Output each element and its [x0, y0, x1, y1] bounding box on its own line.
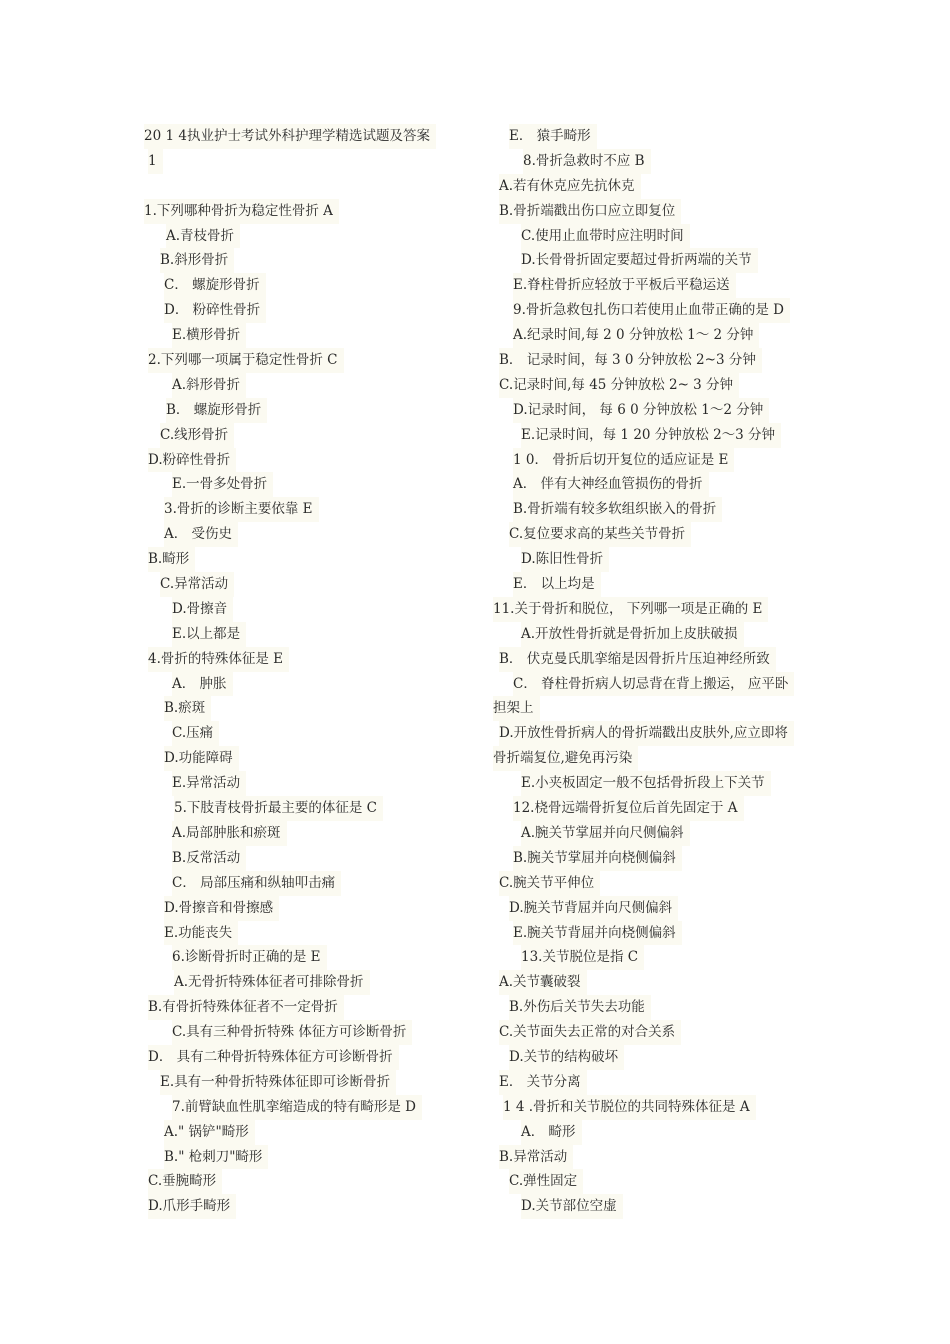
text-line: [493, 1120, 815, 1145]
text-line: [144, 970, 474, 995]
text-line: [493, 398, 815, 423]
text-line: [493, 1194, 815, 1219]
text-line: [493, 199, 815, 224]
line-text: 12.桡骨远端骨折复位后首先固定于 A: [513, 796, 744, 821]
text-line: [493, 124, 815, 149]
line-text: D.功能障碍: [164, 746, 239, 771]
line-text: C.具有三种骨折特殊 体征方可诊断骨折: [172, 1020, 412, 1045]
text-line: [493, 1020, 815, 1045]
text-line: [493, 821, 815, 846]
text-line: [144, 896, 474, 921]
line-text: D.记录时间， 每 6 0 分钟放松 1～2 分钟: [513, 398, 769, 423]
text-line: [493, 373, 815, 398]
text-line: [144, 472, 474, 497]
text-line: [493, 672, 815, 697]
text-line: [493, 298, 815, 323]
text-line: [493, 472, 815, 497]
line-text: 8.骨折急救时不应 B: [523, 149, 651, 174]
line-text: 2.下列哪一项属于稳定性骨折 C: [148, 348, 344, 373]
line-text: E.具有一种骨折特殊体征即可诊断骨折: [160, 1070, 396, 1095]
line-text: 7.前臂缺血性肌挛缩造成的特有畸形是 D: [172, 1095, 422, 1120]
line-text: A． 肿胀: [172, 672, 233, 697]
text-line: [144, 1045, 474, 1070]
line-text: D． 具有二种骨折特殊体征方可诊断骨折: [148, 1045, 399, 1070]
line-text: E． 以上均是: [513, 572, 601, 597]
line-text: 4.骨折的特殊体征是 E: [148, 647, 289, 672]
line-text: C.使用止血带时应注明时间: [521, 224, 690, 249]
text-line: [493, 273, 815, 298]
text-line: [144, 348, 474, 373]
line-text: A.若有休克应先抗休克: [499, 174, 641, 199]
text-line: [144, 945, 474, 970]
text-line: [493, 921, 815, 946]
text-line: [493, 970, 815, 995]
text-line: [493, 796, 815, 821]
line-text: D.长骨骨折固定要超过骨折两端的关节: [521, 248, 758, 273]
text-line: [144, 1145, 474, 1170]
text-line: [493, 597, 815, 622]
text-line: [493, 348, 815, 373]
line-text: D.腕关节背屈并向尺侧偏斜: [509, 896, 678, 921]
line-text: C.腕关节平伸位: [499, 871, 600, 896]
text-line: [144, 149, 474, 174]
line-text: 担架上: [493, 696, 540, 721]
text-line: [144, 672, 474, 697]
line-text: 13.关节脱位是指 C: [521, 945, 644, 970]
line-text: E.腕关节背屈并向桡侧偏斜: [513, 921, 682, 946]
text-line: [493, 1045, 815, 1070]
text-line: [493, 1169, 815, 1194]
text-line: [493, 1145, 815, 1170]
line-text: C.异常活动: [160, 572, 234, 597]
line-text: B.骨折端戳出伤口应立即复位: [499, 199, 681, 224]
line-text: E.异常活动: [172, 771, 246, 796]
text-line: [144, 771, 474, 796]
text-line: [144, 1194, 474, 1219]
text-line: [493, 547, 815, 572]
text-line: [144, 248, 474, 273]
text-line: [493, 896, 815, 921]
text-line: [144, 547, 474, 572]
text-line: [493, 871, 815, 896]
text-line: [493, 1070, 815, 1095]
text-line: [144, 597, 474, 622]
line-text: B.反常活动: [172, 846, 246, 871]
text-line: [493, 572, 815, 597]
line-text: D.开放性骨折病人的骨折端戳出皮肤外,应立即将: [499, 721, 794, 746]
line-text: 1 0． 骨折后切开复位的适应证是 E: [513, 448, 734, 473]
line-text: A.关节囊破裂: [499, 970, 587, 995]
line-text: C.线形骨折: [160, 423, 234, 448]
text-line: [493, 647, 815, 672]
text-line: [493, 721, 815, 746]
line-text: B.外伤后关节失去功能: [509, 995, 651, 1020]
line-text: B.有骨折特殊体征者不一定骨折: [148, 995, 344, 1020]
line-text: A． 畸形: [521, 1120, 582, 1145]
text-line: [493, 746, 815, 771]
text-line: [144, 647, 474, 672]
text-line: [144, 1070, 474, 1095]
text-line: [144, 298, 474, 323]
text-line: [144, 323, 474, 348]
line-text: D.粉碎性骨折: [148, 448, 236, 473]
right-column: [493, 124, 815, 1219]
text-line: [144, 572, 474, 597]
text-line: [493, 771, 815, 796]
line-text: C.压痛: [172, 721, 219, 746]
line-text: 1.下列哪种骨折为稳定性骨折 A: [144, 199, 339, 224]
text-line: [144, 696, 474, 721]
line-text: C.关节面失去正常的对合关系: [499, 1020, 681, 1045]
text-line: [144, 199, 474, 224]
text-line: [144, 1120, 474, 1145]
text-line: [493, 149, 815, 174]
line-text: D.关节的结构破坏: [509, 1045, 624, 1070]
text-line: [144, 224, 474, 249]
line-text: E.脊柱骨折应轻放于平板后平稳运送: [513, 273, 736, 298]
line-text: B． 伏克曼氏肌挛缩是因骨折片压迫神经所致: [499, 647, 776, 672]
text-line: [144, 622, 474, 647]
line-text: E.以上都是: [172, 622, 246, 647]
line-text: E.记录时间，每 1 20 分钟放松 2～3 分钟: [521, 423, 781, 448]
line-text: A.纪录时间,每 2 0 分钟放松 1～ 2 分钟: [513, 323, 759, 348]
line-text: C.弹性固定: [509, 1169, 583, 1194]
line-text: A.青枝骨折: [166, 224, 240, 249]
text-line: [493, 846, 815, 871]
line-text: B.骨折端有较多软组织嵌入的骨折: [513, 497, 722, 522]
line-text: C.记录时间,每 45 分钟放松 2~ 3 分钟: [499, 373, 739, 398]
line-text: C.垂腕畸形: [148, 1169, 222, 1194]
line-text: 3.骨折的诊断主要依靠 E: [164, 497, 319, 522]
line-text: D.关节部位空虚: [521, 1194, 623, 1219]
line-text: B． 螺旋形骨折: [166, 398, 267, 423]
line-text: B.腕关节掌屈并向桡侧偏斜: [513, 846, 682, 871]
text-line: [493, 995, 815, 1020]
line-text: B． 记录时间，每 3 0 分钟放松 2~3 分钟: [499, 348, 762, 373]
line-text: 骨折端复位,避免再污染: [493, 746, 638, 771]
line-text: 6.诊断骨折时正确的是 E: [172, 945, 327, 970]
text-line: [144, 448, 474, 473]
line-text: B.瘀斑: [164, 696, 211, 721]
text-line: [144, 398, 474, 423]
line-text: D.陈旧性骨折: [521, 547, 609, 572]
line-text: E． 猿手畸形: [509, 124, 597, 149]
text-line: [144, 721, 474, 746]
line-text: A.斜形骨折: [172, 373, 246, 398]
line-text: C.复位要求高的某些关节骨折: [509, 522, 691, 547]
line-text: A.开放性骨折就是骨折加上皮肤破损: [521, 622, 744, 647]
text-line: [144, 373, 474, 398]
line-text: A." 锅铲"畸形: [164, 1120, 255, 1145]
text-line: [144, 124, 474, 149]
line-text: 9.骨折急救包扎伤口若使用止血带正确的是 D: [513, 298, 790, 323]
left-column: [144, 124, 474, 1219]
line-text: D.爪形手畸形: [148, 1194, 236, 1219]
text-line: [144, 1169, 474, 1194]
line-text: A． 受伤史: [164, 522, 238, 547]
text-line: [144, 921, 474, 946]
text-line: [493, 945, 815, 970]
text-line: [144, 1095, 474, 1120]
line-text: A． 伴有大神经血管损伤的骨折: [513, 472, 709, 497]
text-line: [144, 796, 474, 821]
text-line: [493, 448, 815, 473]
text-line: [144, 1020, 474, 1045]
line-text: 1: [148, 149, 163, 174]
line-text: C． 局部压痛和纵轴叩击痛: [172, 871, 341, 896]
line-text: E.功能丧失: [164, 921, 238, 946]
text-line: [493, 696, 815, 721]
text-line: [493, 224, 815, 249]
line-text: D． 粉碎性骨折: [164, 298, 266, 323]
text-line: [493, 248, 815, 273]
line-text: 11.关于骨折和脱位， 下列哪一项是正确的 E: [493, 597, 768, 622]
line-text: B.异常活动: [499, 1145, 573, 1170]
line-text: D.骨擦音和骨擦感: [164, 896, 279, 921]
text-line: [144, 497, 474, 522]
text-line: [144, 846, 474, 871]
line-text: E.小夹板固定一般不包括骨折段上下关节: [521, 771, 771, 796]
line-text: 5.下肢青枝骨折最主要的体征是 C: [174, 796, 383, 821]
line-text: B." 枪刺刀"畸形: [164, 1145, 268, 1170]
text-line: [144, 821, 474, 846]
text-line: [144, 423, 474, 448]
text-line: [493, 522, 815, 547]
text-line: [493, 423, 815, 448]
text-line: [144, 174, 474, 199]
text-line: [493, 497, 815, 522]
text-line: [144, 871, 474, 896]
text-line: [144, 273, 474, 298]
line-text: A.无骨折特殊体征者可排除骨折: [174, 970, 370, 995]
line-text: D.骨擦音: [172, 597, 233, 622]
text-line: [493, 323, 815, 348]
line-text: C． 螺旋形骨折: [164, 273, 266, 298]
line-text: 1 4 .骨折和关节脱位的共同特殊体征是 A: [503, 1095, 756, 1120]
line-text: A.腕关节掌屈并向尺侧偏斜: [521, 821, 690, 846]
line-text: C． 脊柱骨折病人切忌背在背上搬运， 应平卧: [513, 672, 794, 697]
line-text: E.一骨多处骨折: [172, 472, 273, 497]
text-line: [493, 622, 815, 647]
line-text: E． 关节分离: [499, 1070, 587, 1095]
text-line: [144, 995, 474, 1020]
text-line: [493, 174, 815, 199]
text-line: [144, 522, 474, 547]
line-text: 20 1 4执业护士考试外科护理学精选试题及答案: [144, 124, 436, 149]
text-line: [144, 746, 474, 771]
text-line: [493, 1095, 815, 1120]
line-text: A.局部肿胀和瘀斑: [172, 821, 287, 846]
line-text: B.斜形骨折: [160, 248, 234, 273]
line-text: B.畸形: [148, 547, 195, 572]
line-text: E.横形骨折: [172, 323, 246, 348]
